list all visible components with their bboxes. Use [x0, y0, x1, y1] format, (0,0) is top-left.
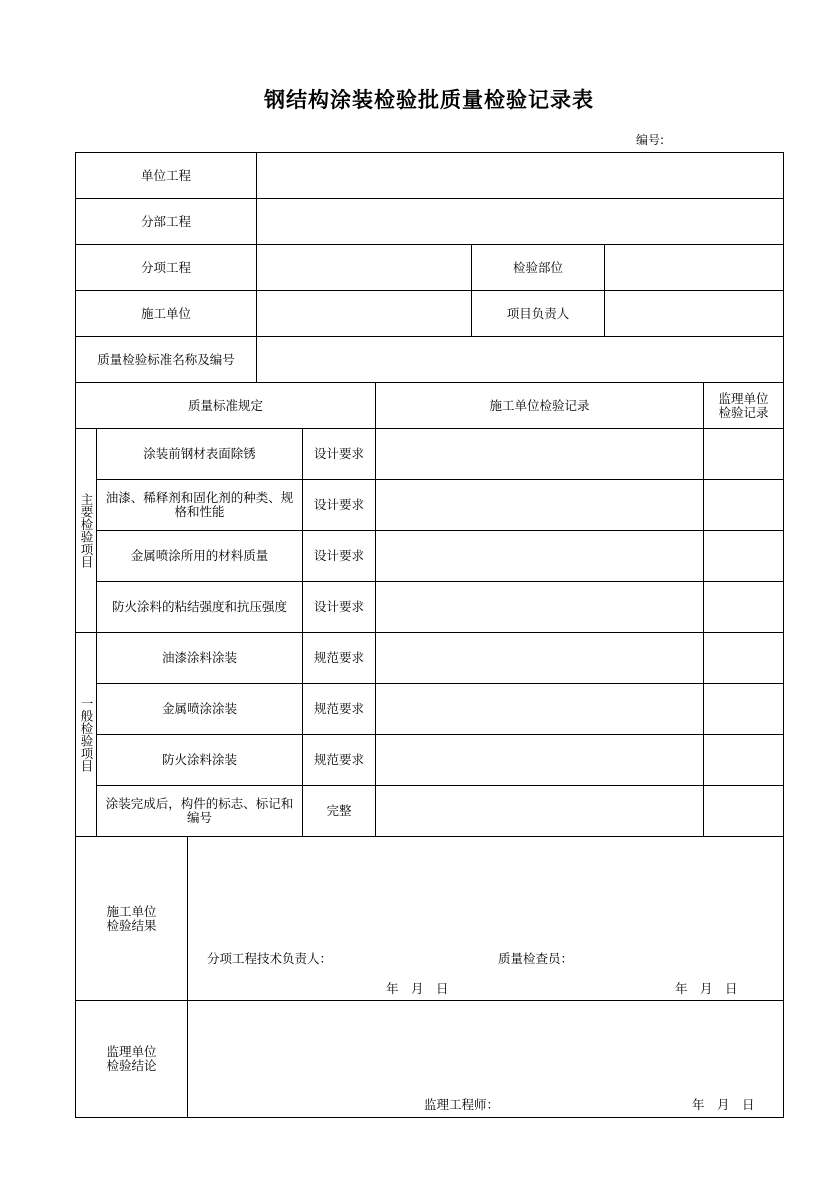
general-item-record-field[interactable] [376, 633, 703, 683]
general-item-supervision-field[interactable] [704, 633, 783, 683]
main-item-requirement: 设计要求 [313, 599, 364, 614]
general-item-requirement: 完整 [326, 803, 352, 818]
division-project-label: 分部工程 [140, 213, 191, 229]
general-item-name: 涂装完成后，构件的标志、标记和编号 [105, 796, 294, 825]
unit-project-label: 单位工程 [140, 167, 191, 183]
project-manager-field[interactable] [605, 291, 783, 336]
subitem-project-label: 分项工程 [140, 259, 191, 275]
supervision-date: 年 月 日 [692, 1097, 755, 1112]
construction-result-label: 施工单位检验结果 [106, 903, 157, 933]
subitem-project-field[interactable] [257, 245, 471, 290]
supervising-engineer-label: 监理工程师： [424, 1097, 500, 1112]
main-item-record-field[interactable] [376, 582, 703, 632]
construction-unit-field[interactable] [257, 291, 471, 336]
general-item-requirement: 规范要求 [313, 752, 364, 767]
main-item-supervision-field[interactable] [704, 480, 783, 530]
inspection-location-label: 检验部位 [512, 259, 563, 275]
main-item-requirement: 设计要求 [313, 446, 364, 461]
project-manager-label: 项目负责人 [506, 305, 570, 321]
general-item-name: 金属喷涂涂装 [161, 701, 237, 716]
main-item-record-field[interactable] [376, 429, 703, 479]
general-item-requirement: 规范要求 [313, 701, 364, 716]
inspector-signature-label: 质量检查员： [498, 951, 574, 966]
construction-date-1: 年 月 日 [386, 981, 449, 996]
supervision-record-header: 监理单位检验记录 [718, 390, 769, 420]
main-item-requirement: 设计要求 [313, 548, 364, 563]
main-item-record-field[interactable] [376, 480, 703, 530]
general-items-group-label: 一般检验项目 [79, 697, 94, 772]
general-item-record-field[interactable] [376, 786, 703, 836]
main-item-requirement: 设计要求 [313, 497, 364, 512]
construction-date-2: 年 月 日 [675, 981, 738, 996]
standard-name-label: 质量检验标准名称及编号 [97, 351, 235, 367]
construction-record-header: 施工单位检验记录 [489, 397, 590, 413]
general-item-name: 防火涂料涂装 [161, 752, 237, 767]
general-item-record-field[interactable] [376, 684, 703, 734]
main-item-name: 防火涂料的粘结强度和抗压强度 [111, 599, 287, 614]
construction-result-area[interactable] [188, 837, 783, 1000]
main-item-name: 涂装前钢材表面除锈 [143, 446, 256, 461]
standard-name-field[interactable] [257, 337, 783, 382]
general-item-supervision-field[interactable] [704, 684, 783, 734]
main-item-supervision-field[interactable] [704, 582, 783, 632]
general-item-supervision-field[interactable] [704, 786, 783, 836]
main-item-supervision-field[interactable] [704, 531, 783, 581]
supervision-conclusion-label: 监理单位检验结论 [106, 1044, 157, 1073]
construction-unit-label: 施工单位 [140, 305, 191, 321]
tech-lead-signature-label: 分项工程技术负责人： [207, 951, 333, 966]
main-items-group-label: 主要检验项目 [79, 493, 94, 568]
main-item-name: 金属喷涂所用的材料质量 [130, 548, 269, 563]
general-item-record-field[interactable] [376, 735, 703, 785]
page-title: 钢结构涂装检验批质量检验记录表 [264, 88, 594, 112]
unit-project-field[interactable] [257, 153, 783, 198]
main-item-name: 油漆、稀释剂和固化剂的种类、规格和性能 [105, 490, 294, 519]
quality-standard-header: 质量标准规定 [187, 397, 263, 413]
general-item-name: 油漆涂料涂装 [161, 650, 237, 665]
main-item-record-field[interactable] [376, 531, 703, 581]
inspection-location-field[interactable] [605, 245, 783, 290]
division-project-field[interactable] [257, 199, 783, 244]
main-item-supervision-field[interactable] [704, 429, 783, 479]
general-item-supervision-field[interactable] [704, 735, 783, 785]
general-item-requirement: 规范要求 [313, 650, 364, 665]
serial-number-label: 编号: [636, 133, 665, 147]
